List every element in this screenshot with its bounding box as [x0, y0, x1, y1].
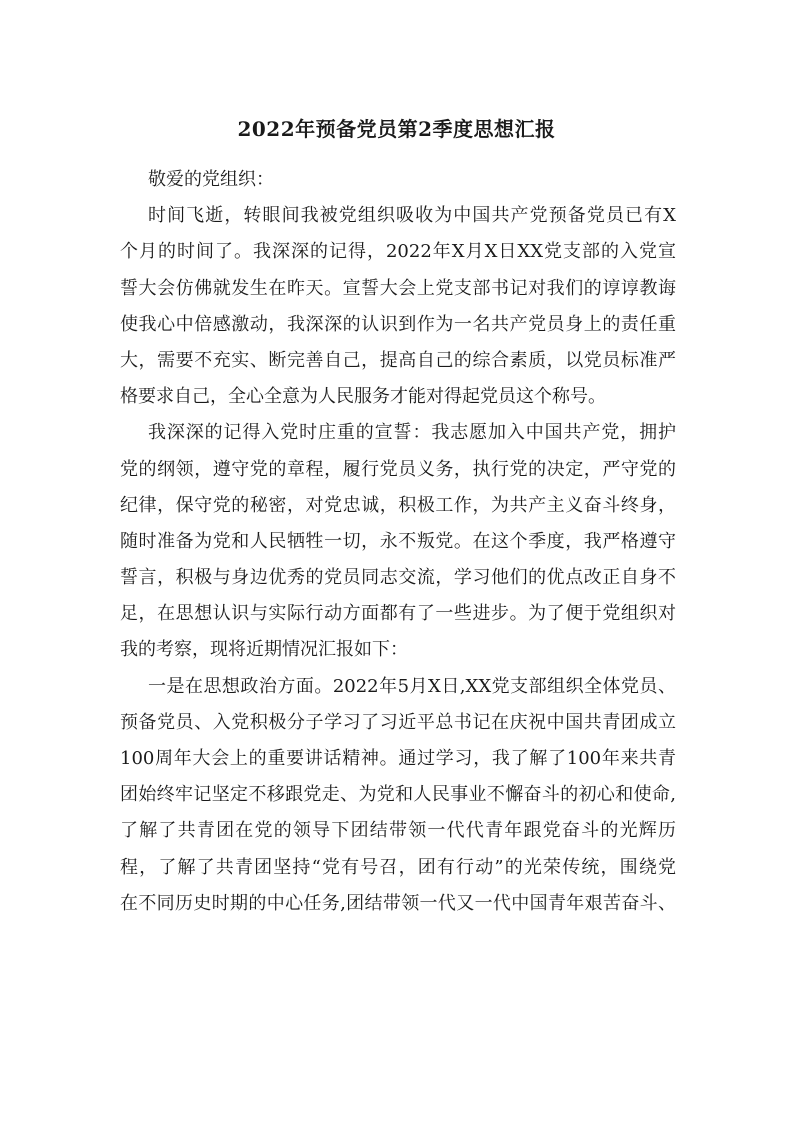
paragraph-1-line-4: 使我心中倍感激动，我深深的认识到作为一名共产党员身上的责任重 [120, 313, 676, 335]
paragraph-3-line-4: 团始终牢记坚定不移跟党走、为党和人民事业不懈奋斗的初心和使命, [120, 784, 676, 806]
paragraph-2-line-6: 足，在思想认识与实际行动方面都有了一些进步。为了便于党组织对 [120, 603, 676, 625]
paragraph-1-line-3: 誓大会仿佛就发生在昨天。宣誓大会上党支部书记对我们的谆谆教诲 [120, 277, 676, 299]
document-title: 2022年预备党员第2季度思想汇报 [237, 117, 556, 141]
paragraph-3-line-2: 预备党员、入党积极分子学习了习近平总书记在庆祝中国共青团成立 [120, 711, 676, 733]
paragraph-1-line-1: 时间飞逝，转眼间我被党组织吸收为中国共产党预备党员已有X [148, 205, 676, 227]
paragraph-3-line-1: 一是在思想政治方面。2022年5月X日,XX党支部组织全体党员、 [148, 675, 676, 697]
paragraph-3-line-6: 程，了解了共青团坚持“党有号召，团有行动”的光荣传统，围绕党 [120, 856, 676, 878]
paragraph-2-line-1: 我深深的记得入党时庄重的宣誓：我志愿加入中国共产党，拥护 [148, 422, 676, 444]
paragraph-2-line-2: 党的纲领，遵守党的章程，履行党员义务，执行党的决定，严守党的 [120, 458, 676, 480]
paragraph-2-line-4: 随时准备为党和人民牺牲一切，永不叛党。在这个季度，我严格遵守 [120, 530, 676, 552]
paragraph-1-line-5: 大，需要不充实、断完善自己，提高自己的综合素质，以党员标准严 [120, 349, 676, 371]
salutation: 敬爱的党组织： [148, 169, 274, 190]
paragraph-2-line-5: 誓言，积极与身边优秀的党员同志交流，学习他们的优点改正自身不 [120, 567, 676, 589]
document-body [120, 162, 676, 922]
paragraph-3-line-7: 在不同历史时期的中心任务,团结带领一代又一代中国青年艰苦奋斗、 [120, 892, 676, 914]
paragraph-1-line-2: 个月的时间了。我深深的记得，2022年X月X日XX党支部的入党宣 [120, 241, 676, 263]
paragraph-2-line-3: 纪律，保守党的秘密，对党忠诚，积极工作，为共产主义奋斗终身， [120, 494, 676, 516]
paragraph-1-line-6: 格要求自己，全心全意为人民服务才能对得起党员这个称号。 [120, 386, 606, 408]
paragraph-3-line-5: 了解了共青团在党的领导下团结带领一代代青年跟党奋斗的光辉历 [120, 820, 676, 842]
paragraph-2-line-7: 我的考察，现将近期情况汇报如下： [120, 639, 408, 661]
paragraph-3-line-3: 100周年大会上的重要讲话精神。通过学习，我了解了100年来共青 [120, 748, 676, 769]
